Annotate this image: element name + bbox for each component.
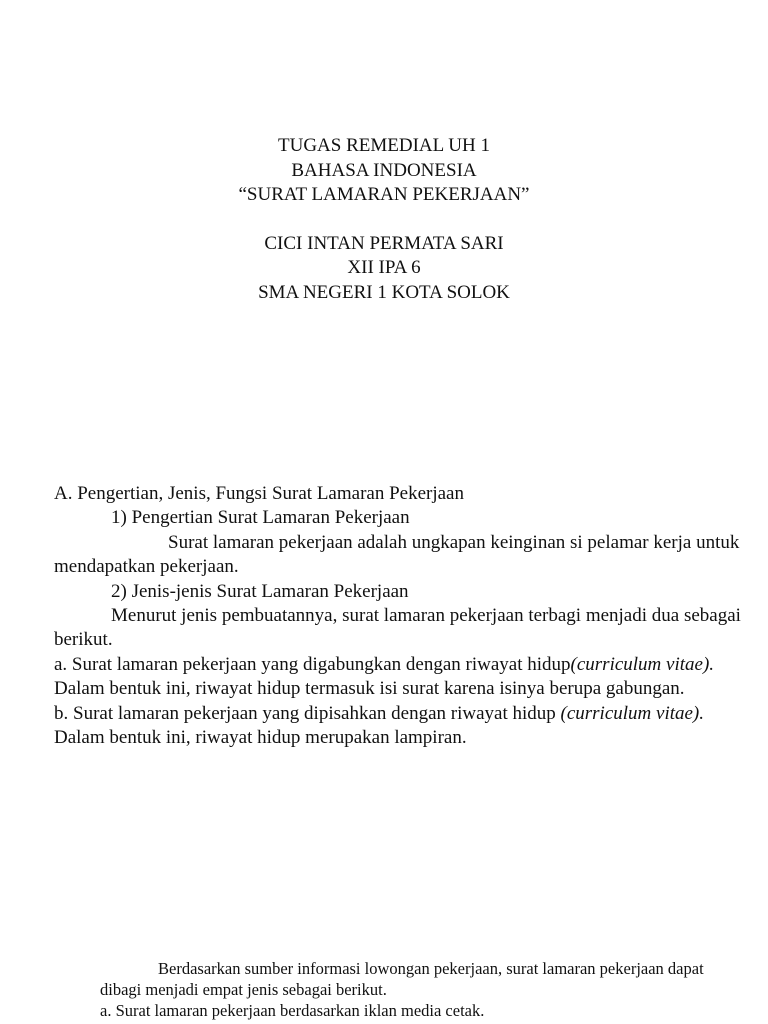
footer-list-item-a: a. Surat lamaran pekerjaan berdasarkan iklan media cetak. — [100, 1001, 485, 1020]
list-item-a-text: a. Surat lamaran pekerjaan yang digabungkan dengan riwayat hidup — [54, 653, 571, 675]
author-name: CICI INTAN PERMATA SARI — [264, 232, 504, 254]
list-item-b-italic: (curriculum vitae). — [560, 702, 705, 724]
subsection-2-heading: 2) Jenis-jenis Surat Lamaran Pekerjaan — [111, 580, 409, 602]
author-school: SMA NEGERI 1 KOTA SOLOK — [258, 281, 510, 303]
section-a-heading: A. Pengertian, Jenis, Fungsi Surat Lamaran Pekerjaan — [54, 483, 464, 504]
list-item-a-italic: (curriculum vitae). — [570, 653, 715, 675]
list-item-b-rest: Dalam bentuk ini, riwayat hidup merupakan lampiran. — [54, 727, 467, 749]
document-title-block — [0, 134, 768, 305]
list-item-b-text: b. Surat lamaran pekerjaan yang dipisahkan dengan riwayat hidup — [54, 702, 561, 724]
next-page-preview — [100, 958, 720, 1021]
title-gap — [0, 208, 768, 232]
title-line-2: BAHASA INDONESIA — [291, 159, 477, 181]
footer-paragraph: Berdasarkan sumber informasi lowongan pekerjaan, surat lamaran pekerjaan dapat dibagi menjadi empat jenis sebagai berikut. — [100, 959, 704, 999]
author-class: XII IPA 6 — [347, 257, 421, 278]
title-line-3: “SURAT LAMARAN PEKERJAAN” — [238, 184, 530, 205]
list-item-a — [54, 653, 744, 702]
subsection-2-text: Menurut jenis pembuatannya, surat lamaran pekerjaan terbagi menjadi dua sebagai berikut. — [54, 605, 741, 651]
title-line-1: TUGAS REMEDIAL UH 1 — [278, 135, 490, 156]
list-item-a-rest: Dalam bentuk ini, riwayat hidup termasuk isi surat karena isinya berupa gabungan. — [54, 678, 685, 700]
section-a — [54, 482, 744, 750]
subsection-1-heading: 1) Pengertian Surat Lamaran Pekerjaan — [111, 507, 410, 529]
list-item-b — [54, 702, 744, 751]
subsection-1-text: Surat lamaran pekerjaan adalah ungkapan keinginan si pelamar kerja untuk mendapatkan pekerjaan. — [54, 531, 740, 578]
